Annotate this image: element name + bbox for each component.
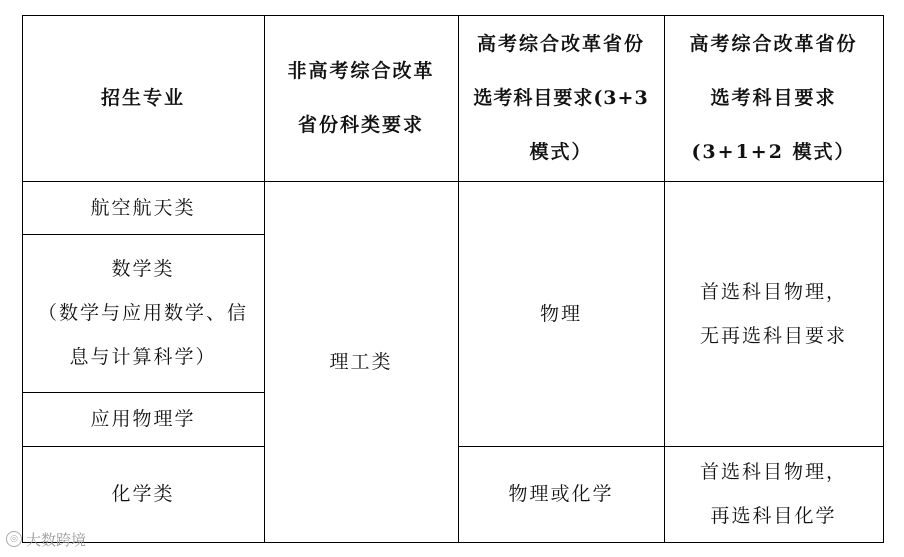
mode-312-requirement-cell-1 [664,181,883,446]
header-major [22,15,264,181]
mode-33-requirement-cell-2 [458,446,664,542]
header-mode-312 [664,15,883,181]
mode-312-requirement-cell-2 [664,446,883,542]
mode-312-requirement-2-line-1: 首选科目物理， [699,461,847,483]
major-aerospace-text: 航空航天类 [90,196,196,219]
header-mode-312-line-2: 选考科目要求 [710,87,837,109]
header-non-reform [264,15,458,181]
watermark-text: 大数跨境 [26,530,87,549]
major-mathematics-line-2: （数学与应用数学、信 [37,302,248,324]
major-chemistry-text: 化学类 [111,483,175,505]
major-applied-physics-text: 应用物理学 [90,408,196,430]
header-mode-33-line-2: 选考科目要求(3+3 [473,87,649,109]
header-non-reform-line-1: 非高考综合改革 [287,60,435,82]
mode-312-requirement-1-line-2: 无再选科目要求 [699,324,847,347]
major-cell-applied-physics [22,392,264,446]
major-mathematics-line-3: 息与计算科学） [69,346,217,368]
mode-33-requirement-cell-1 [458,181,664,446]
mode-33-requirement-text-2: 物理或化学 [508,483,614,505]
table-border-right [883,15,884,543]
mode-312-requirement-2-line-2: 再选科目化学 [710,505,837,527]
watermark [6,528,86,550]
table-border-bottom [22,542,883,543]
header-mode-312-line-1: 高考综合改革省份 [689,33,858,55]
major-cell-aerospace [22,181,264,234]
non-reform-requirement-cell [264,181,458,542]
watermark-logo-icon: ◎ [6,531,22,547]
header-mode-33-line-1: 高考综合改革省份 [476,33,645,55]
mode-312-requirement-1-line-1: 首选科目物理， [699,280,847,303]
mode-33-requirement-text-1: 物理 [539,302,582,325]
header-mode-33 [458,15,664,181]
header-mode-312-line-3: (3+1+2 模式） [691,141,856,163]
header-non-reform-line-2: 省份科类要求 [297,114,424,136]
header-major-text: 招生专业 [100,87,185,109]
header-mode-33-line-3: 模式） [529,141,593,163]
major-cell-mathematics [22,234,264,392]
major-mathematics-line-1: 数学类 [111,258,175,280]
non-reform-requirement-text: 理工类 [329,350,393,373]
